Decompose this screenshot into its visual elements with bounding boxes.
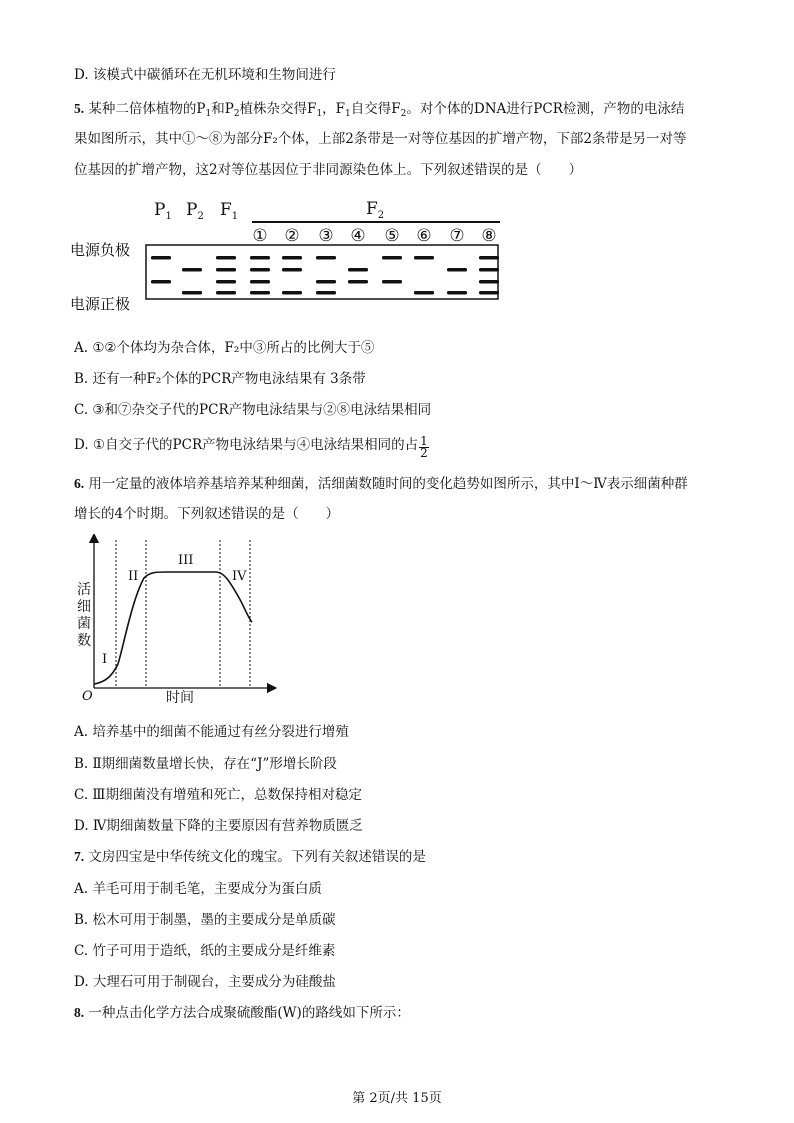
label-f2: $F_2$	[366, 199, 385, 221]
q7-stem	[74, 848, 426, 866]
q7-text: 文房四宝是中华传统文化的瑰宝。下列有关叙述错误的是	[84, 849, 426, 865]
f2-individual-labels	[252, 226, 496, 246]
gel-band	[151, 256, 171, 260]
f2-individual-7: ⑦	[449, 226, 465, 246]
y-label-char: 菌	[77, 616, 91, 632]
gel-band	[316, 256, 336, 260]
gel-band	[479, 280, 499, 284]
f2-individual-8: ⑧	[481, 226, 497, 246]
q5-text: ，F	[322, 101, 346, 117]
gel-band	[216, 291, 236, 295]
y-label-char: 细	[77, 599, 91, 615]
q5-number: 5.	[74, 101, 85, 116]
f2-individual-6: ⑥	[416, 226, 432, 246]
phase-ii-label: II	[128, 569, 139, 584]
q5-text: 自交得F	[350, 101, 401, 117]
q6-number: 6.	[74, 476, 85, 491]
q5-text: 某种二倍体植物的P	[84, 101, 206, 117]
q5-stem-line1	[74, 100, 684, 123]
gel-band	[479, 256, 499, 260]
sub: 2	[233, 109, 240, 119]
q5-option-c: C. ③和⑦杂交子代的PCR产物电泳结果与②⑧电泳结果相同	[74, 402, 432, 418]
q8-stem	[74, 1004, 410, 1022]
gel-band	[151, 280, 171, 284]
origin-label: O	[82, 689, 93, 704]
y-label-char: 数	[77, 633, 91, 649]
gel-frame	[146, 245, 498, 299]
growth-curve-figure	[74, 534, 284, 706]
q7-number: 7.	[74, 849, 85, 864]
x-axis-label: 时间	[166, 690, 194, 706]
gel-band	[348, 280, 368, 284]
q5-option-d-text: D. ①自交子代的PCR产物电泳结果与④电泳结果相同的占	[74, 437, 419, 453]
sub: 2	[400, 109, 407, 119]
q6-stem-line2: 增长的4个时期。下列叙述错误的是（ ）	[74, 506, 340, 522]
sub: 1	[316, 109, 323, 119]
gel-band	[348, 268, 368, 272]
f2-individual-3: ③	[318, 226, 334, 246]
phase-iii-label: III	[178, 553, 194, 568]
y-label-char: 活	[77, 582, 91, 598]
gel-band	[216, 268, 236, 272]
gel-band	[250, 291, 270, 295]
q8-text: 一种点击化学方法合成聚硫酸酯(W)的路线如下所示：	[84, 1005, 410, 1021]
q8-number: 8.	[74, 1005, 85, 1020]
gel-band	[216, 256, 236, 260]
gel-band	[447, 268, 467, 272]
fraction-one-half	[419, 436, 429, 459]
page-footer: 第 2页/共 15页	[352, 1091, 442, 1106]
gel-band	[250, 280, 270, 284]
gel-band	[282, 291, 302, 295]
q6-text: 用一定量的液体培养基培养某种细菌，活细菌数随时间的变化趋势如图所示，其中Ⅰ～Ⅳ表示细菌种群	[84, 476, 688, 492]
growth-curve	[94, 572, 252, 684]
gel-band	[479, 268, 499, 272]
f2-individual-4: ④	[350, 226, 366, 246]
q7-option-a: A. 羊毛可用于制毛笔，主要成分为蛋白质	[74, 881, 322, 897]
q5-stem-line3: 位基因的扩增产物，这2对等位基因位于非同源染色体上。下列叙述错误的是（ ）	[74, 162, 583, 178]
q5-option-b: B. 还有一种F₂个体的PCR产物电泳结果有 3条带	[74, 371, 366, 387]
y-axis-label	[77, 582, 91, 649]
gel-band	[382, 256, 402, 260]
gel-band	[216, 280, 236, 284]
gel-band	[414, 291, 434, 295]
sub: 1	[205, 109, 212, 119]
label-p1: $P_1$	[154, 200, 172, 222]
q4-option-d: D. 该模式中碳循环在无机环境和生物间进行	[74, 67, 336, 83]
q6-option-b: B. Ⅱ期细菌数量增长快，存在“J”形增长阶段	[74, 756, 337, 772]
q7-option-b: B. 松木可用于制墨，墨的主要成分是单质碳	[74, 912, 336, 928]
q5-stem-line2: 果如图所示，其中①～⑧为部分F₂个体，上部2条带是一对等位基因的扩增产物，下部2条带是另一对等	[74, 131, 687, 147]
gel-band	[447, 291, 467, 295]
gel-band	[250, 256, 270, 260]
q6-option-c: C. Ⅲ期细菌没有增殖和死亡，总数保持相对稳定	[74, 787, 362, 803]
q7-option-d: D. 大理石可用于制砚台，主要成分为硅酸盐	[74, 974, 336, 990]
gel-band	[182, 291, 202, 295]
gel-band	[316, 291, 336, 295]
q5-option-a: A. ①②个体均为杂合体，F₂中③所占的比例大于⑤	[74, 340, 375, 356]
gel-bands	[151, 256, 499, 295]
fraction-denominator: 2	[420, 446, 428, 460]
phase-i-label: I	[102, 652, 108, 667]
q6-option-a: A. 培养基中的细菌不能通过有丝分裂进行增殖	[74, 724, 349, 740]
f2-individual-1: ①	[252, 226, 268, 246]
label-p2: $P_2$	[186, 200, 204, 222]
gel-band	[282, 256, 302, 260]
electrophoresis-figure	[70, 192, 520, 322]
q5-text: 和P	[211, 101, 234, 117]
q5-option-d	[74, 436, 429, 459]
pos-pole-label: 电源正极	[70, 295, 131, 313]
q5-text: 植株杂交得F	[239, 101, 317, 117]
f2-individual-2: ②	[284, 226, 300, 246]
neg-pole-label: 电源负极	[70, 241, 131, 259]
gel-band	[282, 268, 302, 272]
q5-text: 。对个体的DNA进行PCR检测，产物的电泳结	[406, 101, 685, 117]
gel-band	[250, 268, 270, 272]
gel-band	[316, 280, 336, 284]
sub: 1	[345, 109, 351, 119]
gel-band	[414, 256, 434, 260]
gel-band	[382, 280, 402, 284]
q7-option-c: C. 竹子可用于造纸，纸的主要成分是纤维素	[74, 943, 336, 959]
fraction-numerator: 1	[420, 434, 428, 448]
q6-stem-line1	[74, 475, 688, 493]
label-f1: $F_1$	[220, 200, 239, 222]
f2-individual-5: ⑤	[384, 226, 400, 246]
q6-option-d: D. Ⅳ期细菌数量下降的主要原因有营养物质匮乏	[74, 818, 363, 834]
gel-band	[479, 291, 499, 295]
gel-band	[182, 268, 202, 272]
phase-iv-label: IV	[232, 569, 247, 584]
